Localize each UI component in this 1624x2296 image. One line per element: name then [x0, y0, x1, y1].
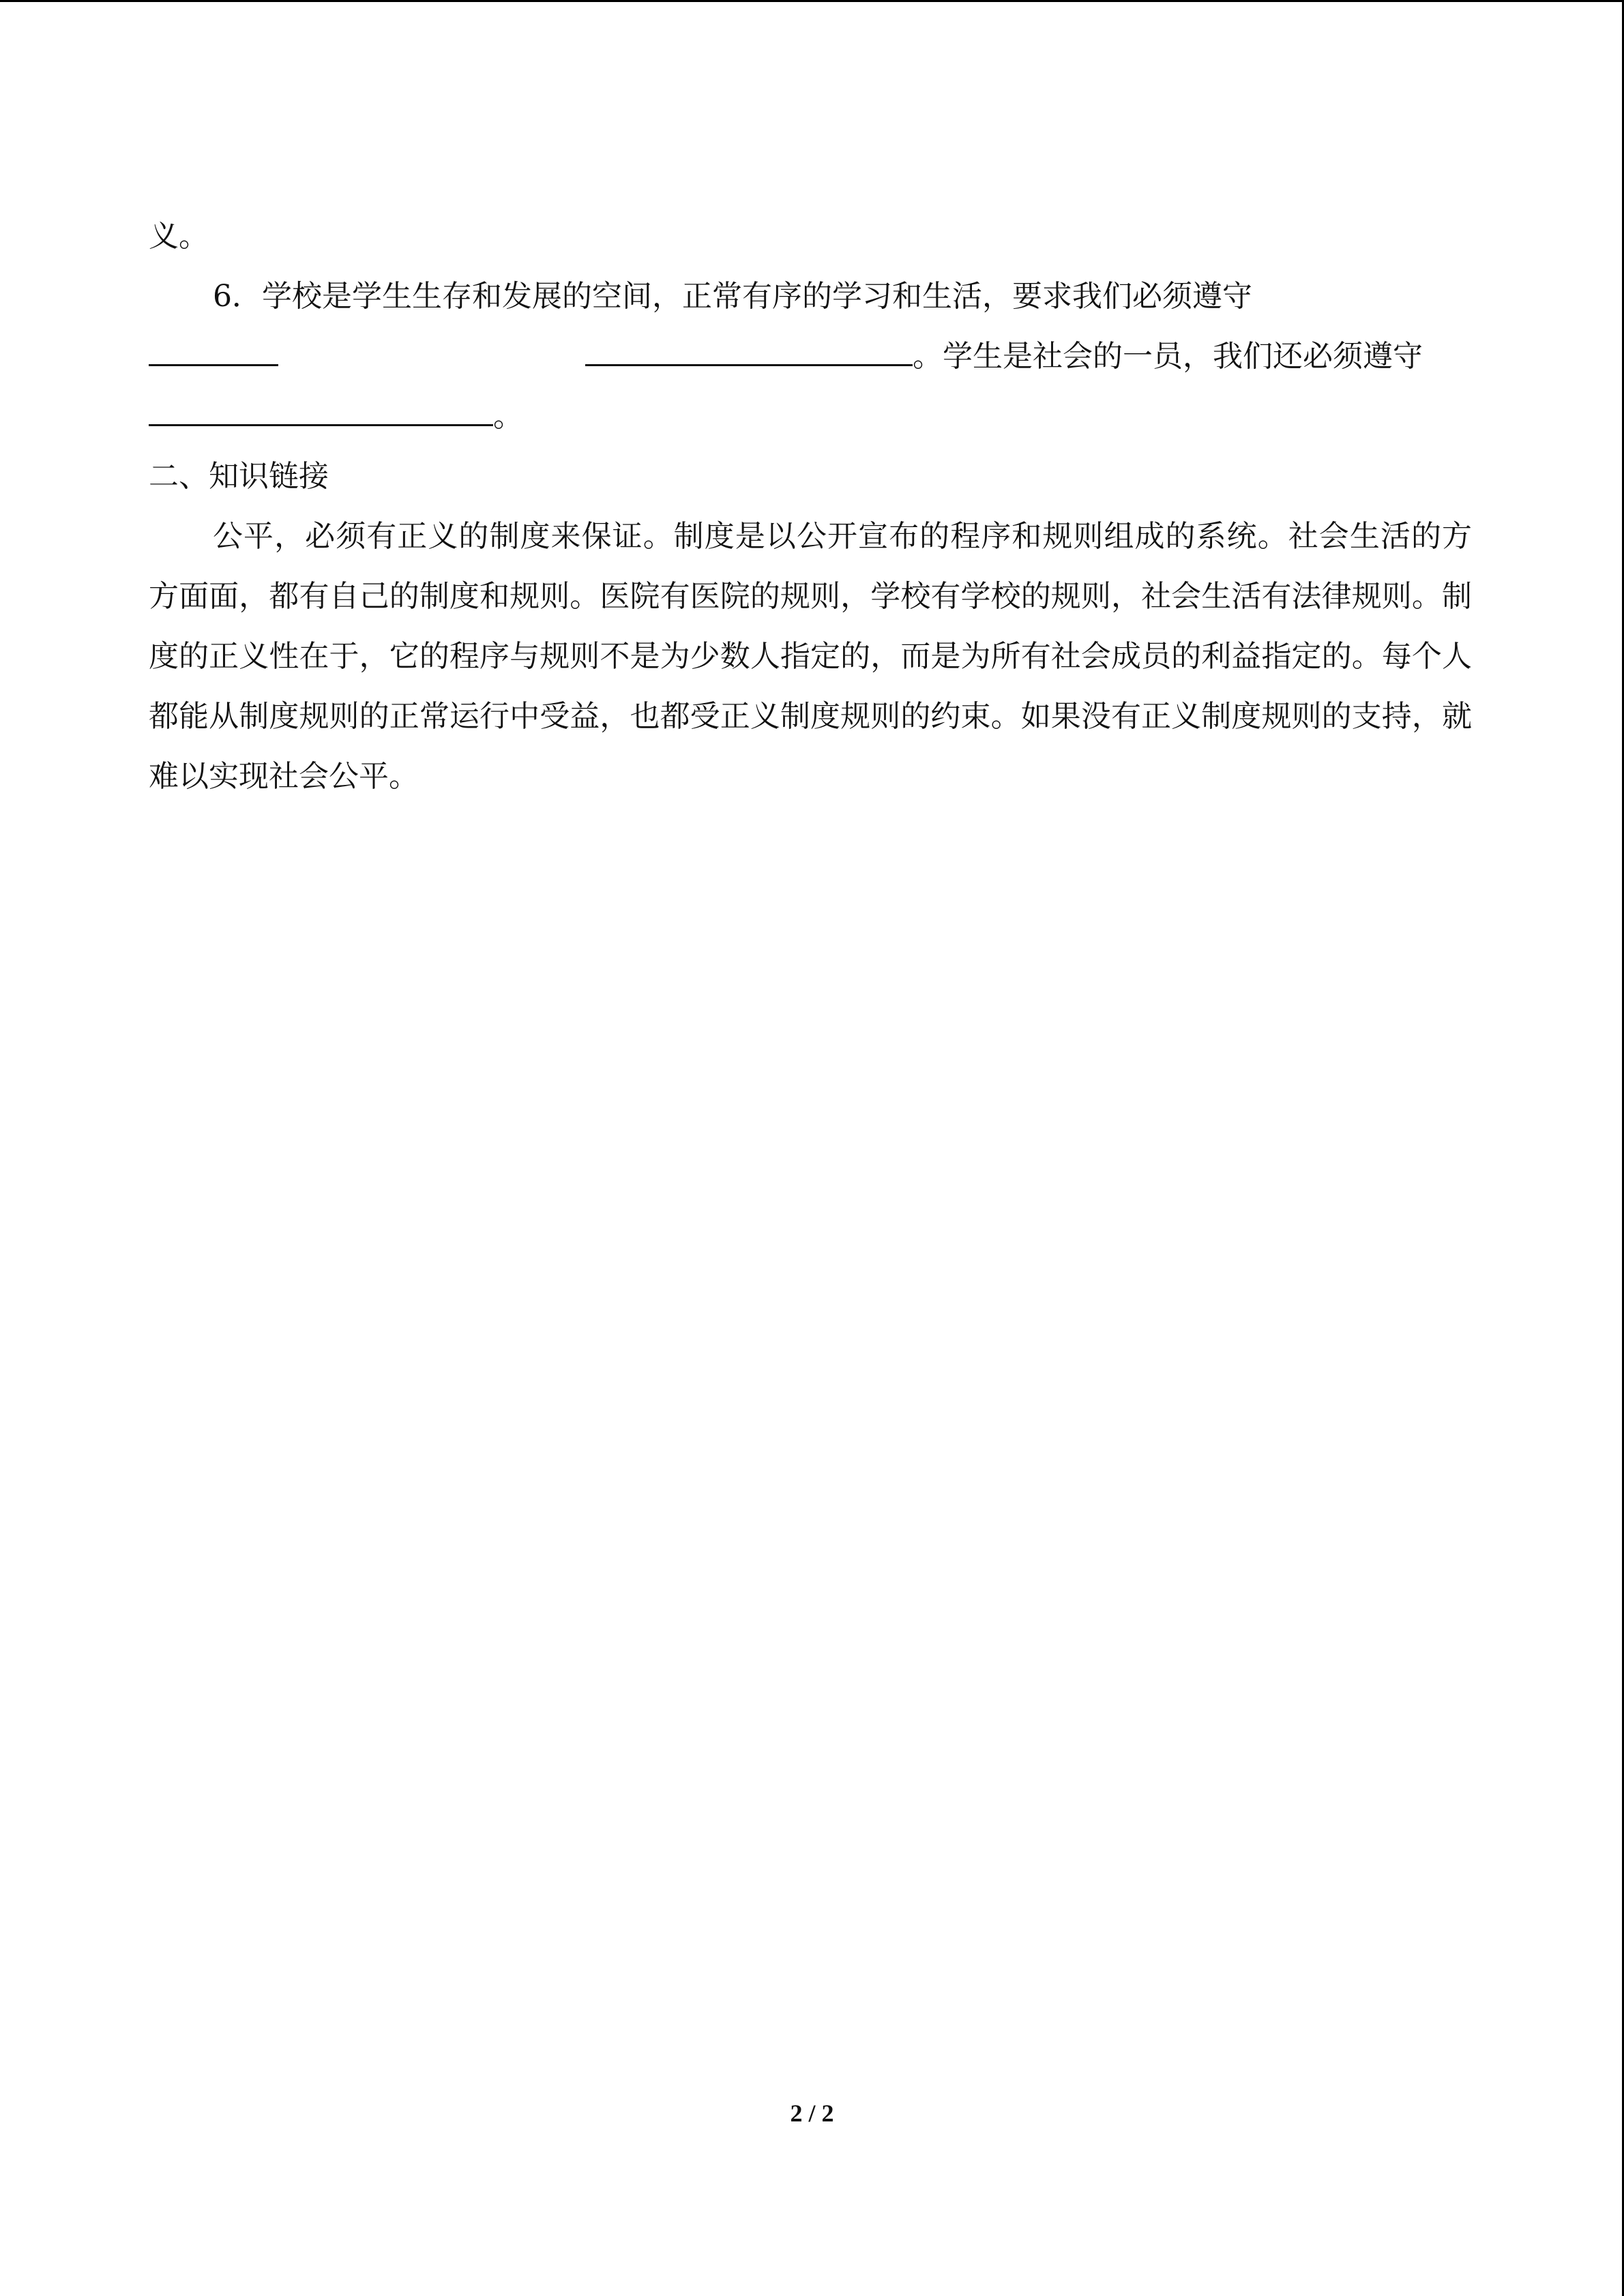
section-heading-text: 二、知识链接	[149, 459, 329, 494]
page-number: 2 / 2	[790, 2100, 834, 2127]
question-6-line-3	[149, 387, 1472, 447]
question-6-text-continued: 。学生是社会的一员，我们还必须遵守	[913, 339, 1423, 374]
answer-blank-1[interactable]	[149, 337, 278, 366]
knowledge-paragraph: 公平，必须有正义的制度来保证。制度是以公开宣布的程序和规则组成的系统。社会生活的方方面面，都有自己的制度和规则。医院有医院的规则，学校有学校的规则，社会生活有法律规则。制度的正义性在于，它的程序与规则不是为少数人指定的，而是为所有社会成员的利益指定的。每个人都能从制度规则的正常运行中受益，也都受正义制度规则的约束。如果没有正义制度规则的支持，就难以实现社会公平。	[149, 519, 1472, 794]
answer-blank-2[interactable]	[585, 337, 913, 366]
continued-line	[149, 207, 1472, 267]
document-body	[149, 207, 1472, 807]
continued-text: 义。	[149, 219, 209, 254]
question-6-line-2	[149, 327, 1472, 387]
section-heading	[149, 447, 1472, 507]
answer-blank-3[interactable]	[149, 397, 493, 426]
question-6-text-end: 。	[493, 399, 523, 434]
question-6-text: 6．学校是学生生存和发展的空间，正常有序的学习和生活，要求我们必须遵守	[213, 279, 1252, 314]
question-6-line-1	[149, 267, 1472, 327]
